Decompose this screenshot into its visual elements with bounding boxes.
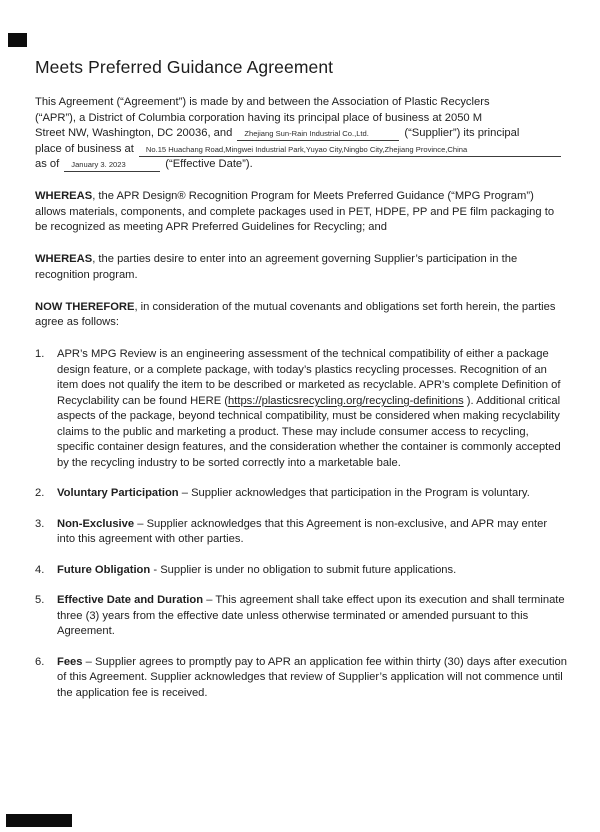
page-title: Meets Preferred Guidance Agreement (35, 57, 334, 77)
clause-list (35, 347, 567, 701)
therefore-text: , in consideration of the mutual covenants and obligations set forth herein, the parties agree as follows: (35, 300, 556, 328)
clause-1-number: 1. (35, 348, 45, 360)
clause-2-sep: – (178, 487, 192, 499)
intro-paragraph (35, 95, 567, 173)
clause-6-lead: Fees (57, 655, 83, 668)
clause-4-body (57, 563, 567, 579)
clause-6-body (57, 655, 567, 702)
recital-paragraph-2 (35, 252, 567, 283)
clause-3-sep: – (134, 517, 147, 530)
intro-line-5-tail: (“Effective Date”). (165, 158, 253, 170)
intro-line-3-text: Street NW, Washington, DC 20036, and (35, 127, 233, 139)
intro-line-5-text: as of (35, 158, 60, 170)
clause-5-text: This agreement shall take effect upon its execution and shall terminate three (3) years from the effective date unless otherwise terminated or amended pursuant to this Agreement. (57, 594, 565, 637)
clause-item-2 (35, 486, 567, 502)
clause-2-text: Supplier acknowledges that participation in the Program is voluntary. (191, 487, 530, 499)
intro-line-3-tail: (“Supplier”) its principal (404, 127, 520, 139)
recital-2-text: , the parties desire to enter into an agreement governing Supplier’s participation in the recognition program. (35, 253, 518, 281)
clause-4-sep: - (150, 563, 161, 576)
supplier-address-field: No.15 Huachang Road,Mingwei Industrial Park,Yuyao City,Ningbo City,Zhejiang Province,China (139, 145, 561, 157)
clause-4-lead: Future Obligation (57, 563, 151, 576)
clause-item-6 (35, 655, 567, 702)
intro-line-5 (35, 157, 567, 173)
clause-item-4 (35, 563, 567, 579)
clause-item-3 (35, 517, 567, 548)
intro-line-1: This Agreement (“Agreement”) is made by and between the Association of Plastic Recyclers (35, 96, 490, 108)
scan-artifact-top-left (8, 33, 27, 47)
clause-2-body (57, 486, 567, 502)
clause-4-text: Supplier is under no obligation to submit future applications. (160, 563, 457, 576)
clause-item-5 (35, 593, 567, 640)
clause-1-text-a: APR’s MPG Review is an engineering assessment of the technical compatibility of either a package design feature, or a complete package, with today’s plastics recycling processes. Recognition of an item does not qualify the item to be described or marketed as recyclable. APR’s complete Definition of Recyclability can be found HERE (57, 348, 561, 407)
recital-paragraph-1 (35, 189, 567, 236)
therefore-lead: NOW THEREFORE (35, 300, 135, 313)
clause-1-text-b: ). Additional critical aspects of the package, beyond technical compatibility, must be considered when making recyclability claims to the public and marketing a product. These may include consumer access to recycling, specific container design features, and the consideration whether the container is commonly accepted by the recycling industry to be sorted correctly into a marketable bale. (57, 394, 561, 469)
clause-5-lead: Effective Date and Duration (57, 594, 204, 606)
intro-line-3 (35, 126, 567, 142)
recital-1-text: , the APR Design® Recognition Program for Meets Preferred Guidance (“MPG Program”) allows materials, components, and complete packages used in PET, HDPE, PP and PE film packaging to be recognized as meeting APR Preferred Guidelines for Recycling; and (35, 190, 555, 233)
clause-item-1 (35, 347, 567, 471)
clause-1-paren: ( (224, 394, 229, 407)
clause-5-number: 5. (35, 594, 45, 606)
clause-5-body (57, 593, 567, 640)
clause-6-number: 6. (35, 655, 45, 668)
clause-3-number: 3. (35, 517, 45, 530)
scan-artifact-bottom-left (6, 814, 72, 827)
recital-2-lead: WHEREAS (35, 253, 93, 265)
intro-line-4-text: place of business at (35, 142, 134, 155)
clause-3-text: Supplier acknowledges that this Agreement is non-exclusive, and APR may enter into this agreement with other parties. (57, 517, 548, 545)
recital-1-lead: WHEREAS (35, 190, 93, 202)
clause-2-lead: Voluntary Participation (57, 487, 179, 499)
clause-6-sep: – (82, 655, 95, 668)
clause-3-lead: Non-Exclusive (57, 517, 135, 530)
clause-1-body (57, 347, 567, 471)
clause-3-body (57, 517, 567, 548)
clause-4-number: 4. (35, 563, 45, 576)
clause-6-text: Supplier agrees to promptly pay to APR an application fee within thirty (30) days after execution of this Agreement. Supplier acknowledges that review of Supplier’s application will not commence until the application fee is received. (57, 655, 567, 699)
effective-date-field: January 3. 2023 (64, 160, 160, 172)
therefore-paragraph (35, 300, 567, 331)
supplier-name-field: Zhejiang Sun-Rain Industrial Co.,Ltd. (237, 129, 399, 141)
intro-line-4 (35, 142, 567, 158)
clause-2-number: 2. (35, 487, 45, 499)
intro-line-2: (“APR”), a District of Columbia corporation having its principal place of business at 2050 M (35, 111, 483, 124)
recycling-definitions-link[interactable]: https://plasticsrecycling.org/recycling-definitions (228, 394, 464, 407)
clause-5-sep: – (203, 594, 216, 606)
